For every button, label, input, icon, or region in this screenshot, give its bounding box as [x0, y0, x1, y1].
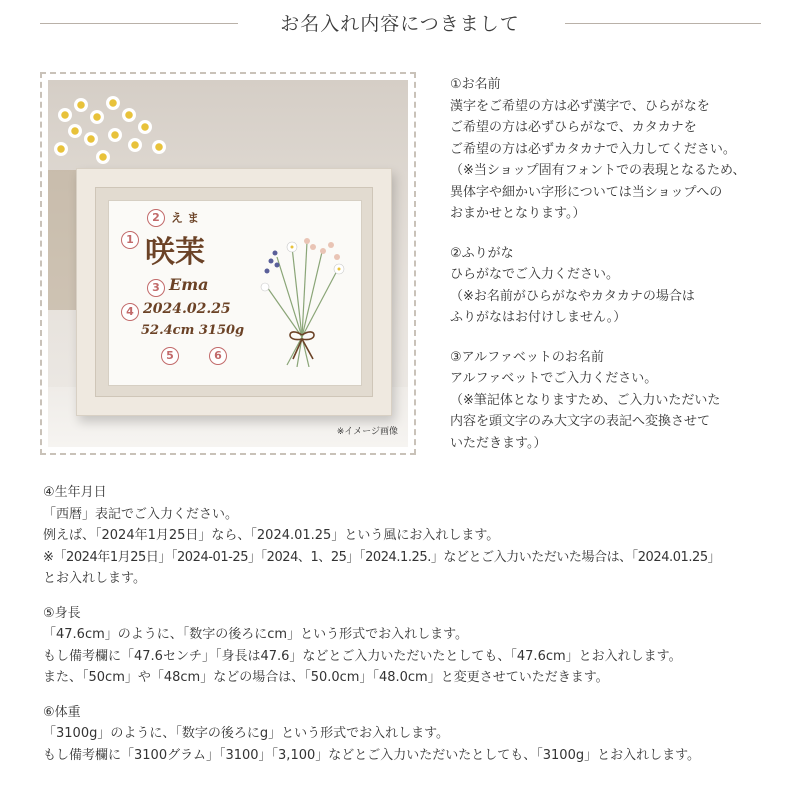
sample-photo — [48, 80, 408, 447]
text-line: ※「2024年1月25日」「2024-01-25」「2024、1、25」「2024.1.25.」などとご入力いただいた場合は、「2024.01.25」 — [43, 549, 721, 565]
marker-5: 5 — [161, 347, 179, 365]
marker-1: 1 — [121, 231, 139, 249]
section-title: ④生年月日 — [43, 485, 107, 500]
photo-frame-border — [40, 72, 416, 455]
text-line: アルファベットでご入力ください。 — [450, 371, 658, 386]
bottom-column — [43, 482, 793, 779]
section-birthdate — [43, 482, 793, 590]
text-line: ひらがなでご入力ください。 — [450, 267, 620, 282]
embroidered-alphabet-name: Ema — [169, 275, 209, 294]
text-line: 「47.6cm」のように、「数字の後ろにcm」という形式でお入れします。 — [43, 627, 469, 642]
section-title: ③アルファベットのお名前 — [450, 349, 604, 365]
picture-frame — [76, 168, 392, 416]
section-title: ⑥体重 — [43, 704, 81, 720]
header-rule-right — [565, 23, 761, 24]
text-line: とお入れします。 — [43, 571, 146, 586]
text-line: （※当ショップ固有フォントでの表現となるため、 — [450, 163, 746, 178]
embroidery-mat — [108, 200, 362, 386]
text-line: いただきます。） — [450, 435, 547, 451]
section-title: ⑤身長 — [43, 605, 81, 621]
section-title: ①お名前 — [450, 77, 501, 92]
text-line: （※筆記体となりますため、ご入力いただいた — [450, 392, 721, 408]
embroidered-furigana: え ま — [171, 211, 200, 225]
text-line: 「3100g」のように、「数字の後ろにg」という形式でお入れします。 — [43, 726, 450, 741]
text-line: ご希望の方は必ずカタカナで入力してください。 — [450, 141, 736, 157]
section-name — [450, 74, 790, 225]
text-line: 「西暦」表記でご入力ください。 — [43, 506, 239, 522]
section-alphabet-name — [450, 347, 790, 455]
text-line: 漢字をご希望の方は必ず漢字で、ひらがなを — [450, 98, 710, 114]
text-line: 例えば、「2024年1月25日」なら、「2024.01.25」という風にお入れします。 — [43, 528, 500, 543]
page-title: お名入れ内容につきまして — [280, 13, 520, 35]
section-furigana — [450, 243, 790, 329]
text-line: もし備考欄に「47.6センチ」「身長は47.6」などとご入力いただいたとしても、「47.6cm」とお入れします。 — [43, 648, 682, 664]
section-title: ②ふりがな — [450, 245, 514, 261]
section-height — [43, 603, 793, 689]
marker-6: 6 — [209, 347, 227, 365]
text-line: また、「50cm」や「48cm」などの場合は、「50.0cm」「48.0cm」と変更させていただきます。 — [43, 670, 609, 685]
right-column — [450, 74, 790, 472]
section-weight — [43, 702, 793, 767]
text-line: ご希望の方は必ずひらがなで、カタカナを — [450, 120, 697, 135]
text-line: おまかせとなります。） — [450, 206, 586, 221]
text-line: （※お名前がひらがなやカタカナの場合は — [450, 288, 695, 304]
text-line: もし備考欄に「3100グラム」「3100」「3,100」などとご入力いただいたとしても、「3100g」とお入れします。 — [43, 747, 701, 763]
marker-3: 3 — [147, 279, 165, 297]
embroidered-height-weight: 52.4cm 3150g — [141, 323, 245, 338]
embroidered-birthdate: 2024.02.25 — [143, 301, 231, 317]
text-line: 異体字や細かい字形については当ショップへの — [450, 184, 723, 200]
text-line: 内容を頭文字のみ大文字の表記へ変換させて — [450, 414, 711, 429]
embroidered-kanji-name: 咲茉 — [145, 235, 205, 270]
marker-2: 2 — [147, 209, 165, 227]
photo-caption: ※イメージ画像 — [336, 427, 398, 437]
embroidered-bouquet — [247, 217, 357, 367]
text-line: ふりがなはお付けしません。） — [450, 310, 627, 325]
marker-4: 4 — [121, 303, 139, 321]
